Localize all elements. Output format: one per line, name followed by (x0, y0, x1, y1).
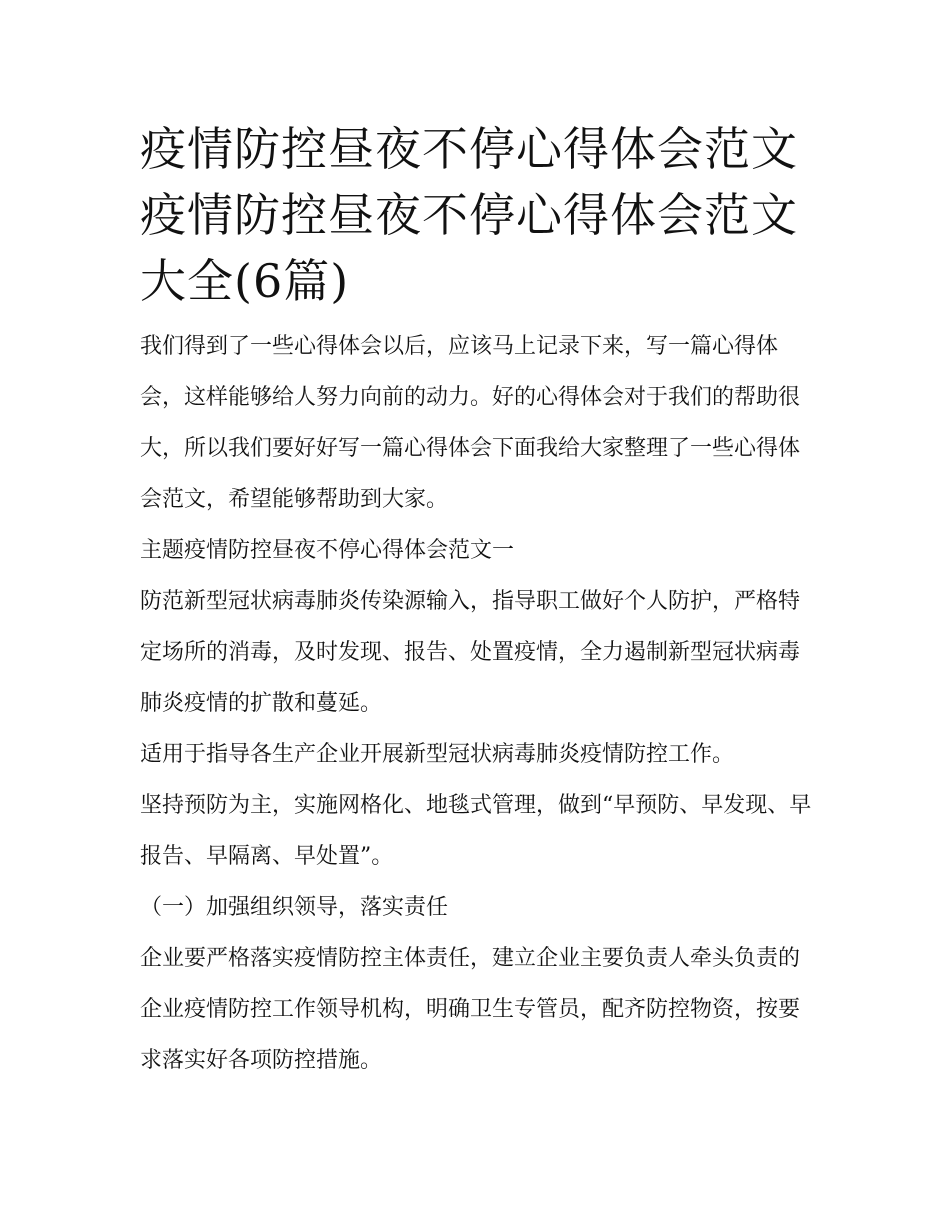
document-title: 疫情防控昼夜不停心得体会范文 疫情防控昼夜不停心得体会范文大全(6篇) (140, 122, 798, 308)
body-paragraph: 适用于指导各生产企业开展新型冠状病毒肺炎疫情防控工作。 (140, 742, 735, 767)
intro-paragraph: 我们得到了一些心得体会以后，应该马上记录下来，写一篇心得体会，这样能够给人努力向前的动力。好的心得体会对于我们的帮助很大，所以我们要好好写一篇心得体会下面我给大家整理了一些心得体会范文，希望能够帮助到大家。 (140, 334, 801, 512)
section-heading: 主题疫情防控昼夜不停心得体会范文一 (140, 538, 515, 563)
body-paragraph: 企业要严格落实疫情防控主体责任，建立企业主要负责人牵头负责的企业疫情防控工作领导机构，明确卫生专管员，配齐防控物资，按要求落实好各项防控措施。 (140, 946, 801, 1073)
subsection-heading: （一）加强组织领导，落实责任 (140, 895, 449, 920)
body-paragraph: 坚持预防为主，实施网格化、地毯式管理，做到“早预防、早发现、早报告、早隔离、早处置”。 (140, 793, 812, 869)
document-body (140, 116, 815, 1086)
body-paragraph: 防范新型冠状病毒肺炎传染源输入，指导职工做好个人防护，严格特定场所的消毒，及时发现、报告、处置疫情，全力遏制新型冠状病毒肺炎疫情的扩散和蔓延。 (140, 589, 801, 716)
